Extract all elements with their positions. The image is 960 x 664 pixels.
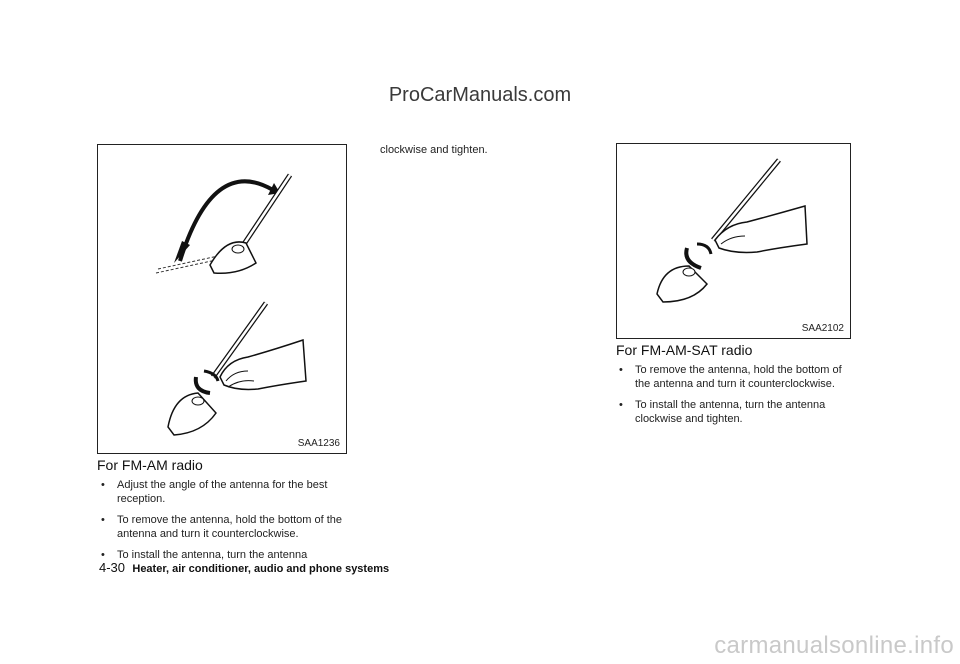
heading-fm-am-radio: For FM-AM radio [97,457,203,473]
list-item: • To remove the antenna, hold the bottom of the antenna and turn it counterclockwise. [619,364,842,390]
continued-text: clockwise and tighten. [380,144,488,156]
figure-fm-am-sat-antenna [616,143,851,339]
figure-code: SAA2102 [801,323,844,334]
page-footer [99,560,389,575]
list-item: • To install the antenna, turn the antenna clockwise and tighten. [619,399,826,425]
section-title: Heater, air conditioner, audio and phone systems [132,563,390,575]
antenna-illustration [617,144,850,338]
watermark-bottom: carmanualsonline.info [714,632,954,659]
heading-fm-am-sat-radio: For FM-AM-SAT radio [616,342,753,358]
fm-am-sat-instructions [617,363,851,433]
page-number: 4-30 [99,560,126,575]
list-item: • Adjust the angle of the antenna for the best reception. [101,479,328,505]
figure-fm-am-antenna [97,144,347,454]
list-item: • To remove the antenna, hold the bottom of the antenna and turn it counterclockwise. [101,514,343,540]
watermark-top: ProCarManuals.com [388,84,572,106]
list-item: • To install the antenna, turn the antenna [101,549,308,561]
figure-code: SAA1236 [297,438,340,449]
antenna-illustration [98,145,346,453]
fm-am-instructions [99,478,347,569]
